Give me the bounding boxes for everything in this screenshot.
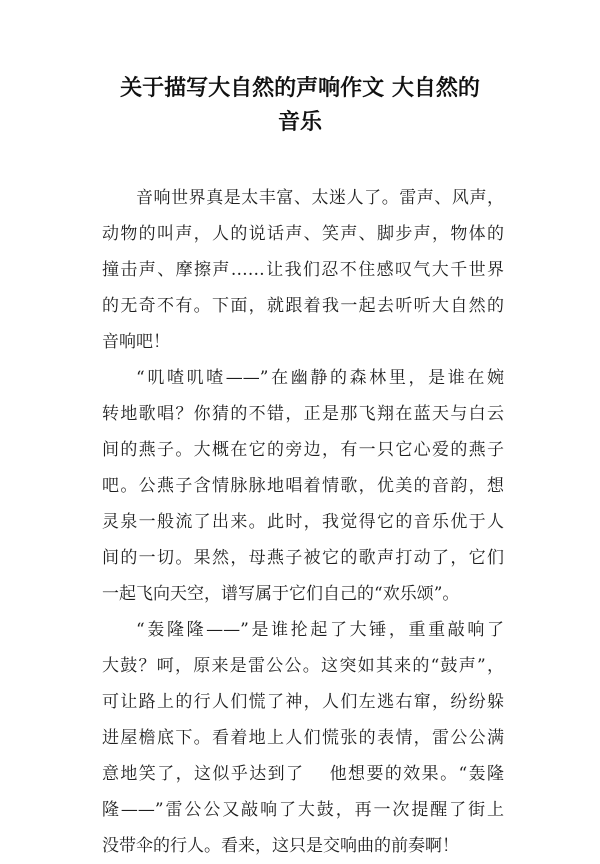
title-line-1: 关于描写大自然的声响作文 大自然的 bbox=[120, 76, 480, 101]
text-line: 撞击声、摩擦声……让我们忍不住感叹气大千世界 bbox=[102, 260, 504, 280]
title-line-2: 音乐 bbox=[277, 110, 322, 135]
document-title bbox=[80, 72, 520, 140]
text-line: 吧。公燕子含情脉脉地唱着情歌，优美的音韵，想 bbox=[102, 476, 504, 496]
text-line: 隆——”雷公公又敲响了大鼓，再一次提醒了街上 bbox=[102, 800, 504, 820]
paragraph bbox=[102, 360, 504, 612]
text-line: “叽喳叽喳——”在幽静的森林里，是谁在婉 bbox=[136, 368, 504, 388]
text-line: 间的燕子。大概在它的旁边，有一只它心爱的燕子 bbox=[102, 440, 504, 460]
text-line: 音响吧！ bbox=[102, 332, 170, 352]
text-line: 大鼓？呵，原来是雷公公。这突如其来的“鼓声”， bbox=[102, 656, 504, 676]
text-line: 意地笑了，这似乎达到了 他想要的效果。“轰隆 bbox=[102, 764, 504, 784]
document-body bbox=[102, 180, 504, 864]
text-line: 音响世界真是太丰富、太迷人了。雷声、风声， bbox=[136, 188, 504, 208]
text-line: 的无奇不有。下面，就跟着我一起去听听大自然的 bbox=[102, 296, 504, 316]
paragraph bbox=[102, 612, 504, 864]
text-line: “轰隆隆——”是谁抡起了大锤，重重敲响了 bbox=[136, 620, 504, 640]
paragraph bbox=[102, 180, 504, 360]
text-line: 动物的叫声，人的说话声、笑声、脚步声，物体的 bbox=[102, 224, 504, 244]
text-line: 灵泉一般流了出来。此时，我觉得它的音乐优于人 bbox=[102, 512, 504, 532]
text-line: 一起飞向天空，谱写属于它们自己的“欢乐颂”。 bbox=[102, 584, 460, 604]
text-line: 间的一切。果然，母燕子被它的歌声打动了，它们 bbox=[102, 548, 504, 568]
text-line: 进屋檐底下。看着地上人们慌张的表情，雷公公满 bbox=[102, 728, 504, 748]
text-line: 没带伞的行人。看来，这只是交响曲的前奏啊！ bbox=[102, 836, 459, 856]
text-line: 转地歌唱？你猜的不错，正是那飞翔在蓝天与白云 bbox=[102, 404, 504, 424]
text-line: 可让路上的行人们慌了神，人们左逃右窜，纷纷躲 bbox=[102, 692, 504, 712]
